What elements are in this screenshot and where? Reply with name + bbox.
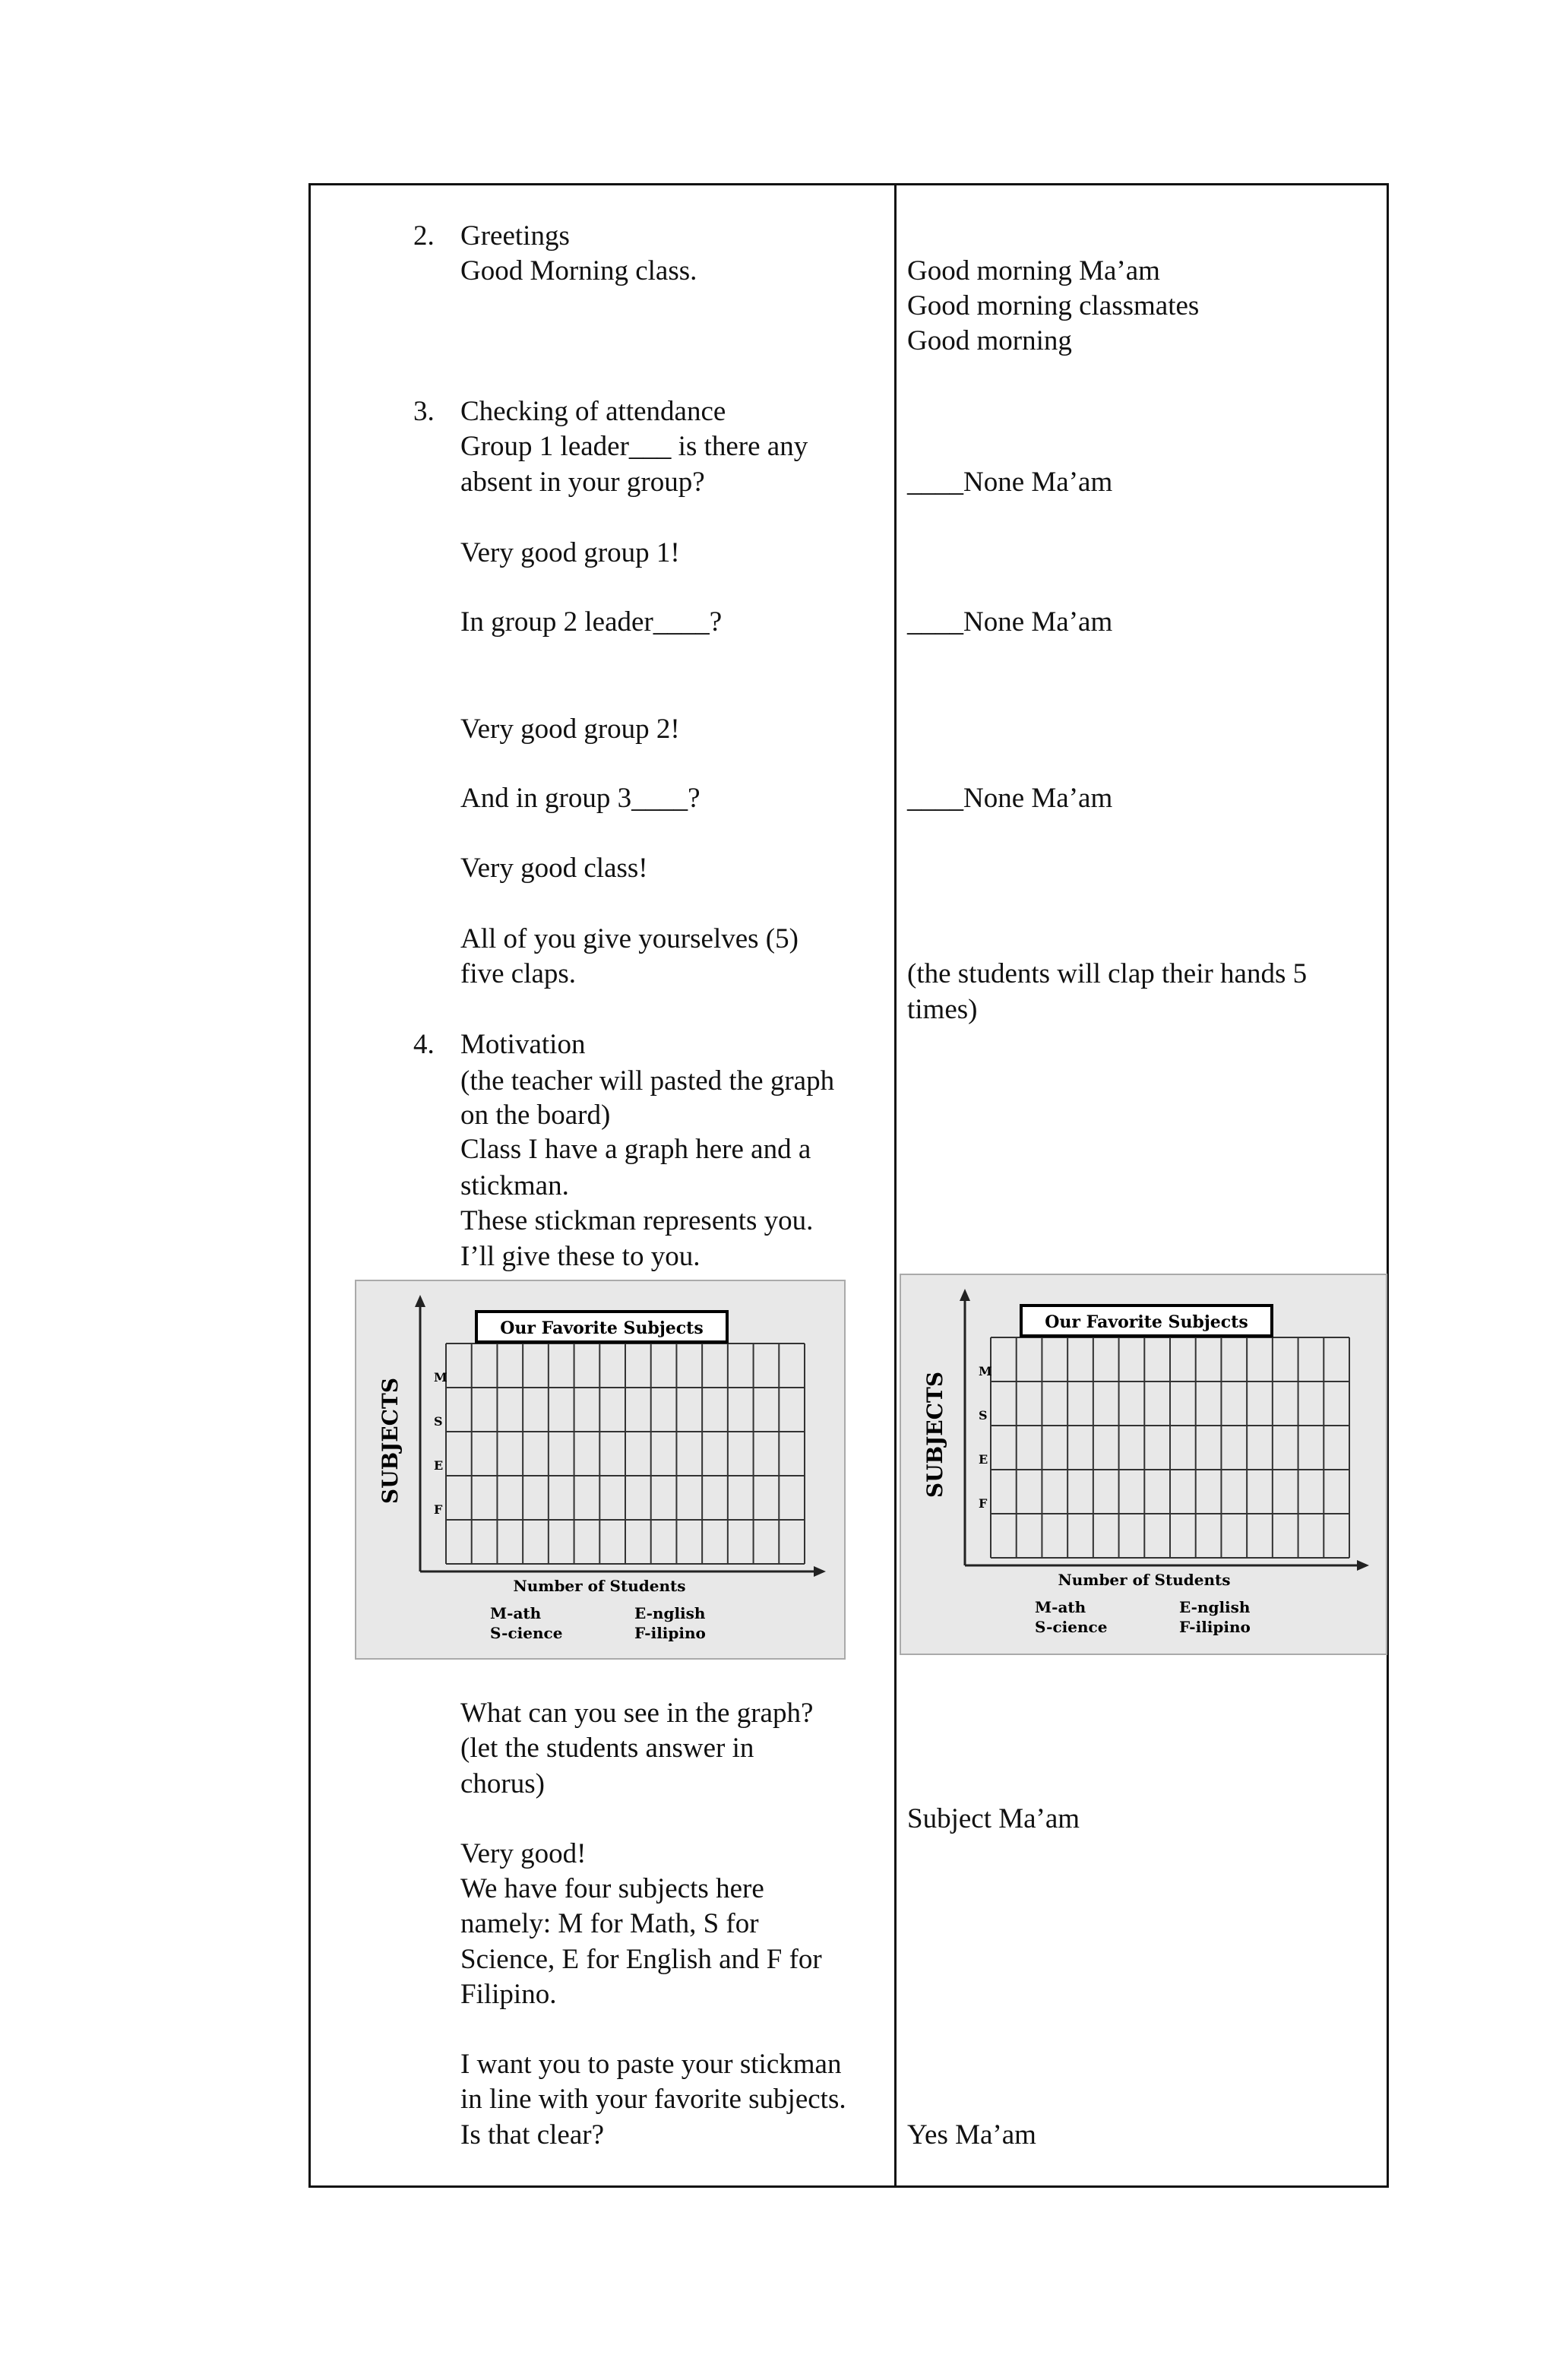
graph-grid (991, 1337, 1349, 1558)
row-label-s: S (979, 1408, 988, 1423)
student-line: Yes Ma’am (907, 2119, 1036, 2151)
y-axis-arrow (960, 1289, 970, 1301)
teacher-line: absent in your group? (460, 467, 705, 498)
teacher-line: in line with your favorite subjects. (460, 2084, 846, 2115)
row-label-f: F (434, 1502, 443, 1517)
row-label-m: M (434, 1370, 448, 1385)
x-axis-label: Number of Students (1058, 1571, 1231, 1589)
teacher-line: Is that clear? (460, 2119, 604, 2151)
graph-title: Our Favorite Subjects (500, 1318, 704, 1338)
item-number-3: 3. (413, 396, 435, 427)
row-label-s: S (434, 1414, 443, 1429)
student-line: Good morning classmates (907, 290, 1200, 321)
x-axis-arrow (1357, 1560, 1369, 1571)
teacher-line: All of you give yourselves (5) (460, 923, 799, 954)
teacher-line: These stickman represents you. (460, 1205, 814, 1236)
row-label-e: E (979, 1452, 988, 1467)
item-number-2: 2. (413, 220, 435, 252)
graph-grid (446, 1343, 805, 1564)
teacher-line: Filipino. (460, 1979, 557, 2010)
x-axis-arrow (814, 1566, 826, 1577)
teacher-line: Group 1 leader___ is there any (460, 431, 808, 462)
student-line: (the students will clap their hands 5 (907, 958, 1308, 989)
x-axis-label: Number of Students (513, 1577, 686, 1595)
teacher-line: I’ll give these to you. (460, 1241, 701, 1272)
student-line: ____None Ma’am (907, 467, 1113, 498)
teacher-line: Science, E for English and F for (460, 1944, 822, 1975)
teacher-line: Very good group 1! (460, 537, 680, 568)
teacher-line: Very good! (460, 1838, 587, 1869)
teacher-line: namely: M for Math, S for (460, 1908, 759, 1939)
item-title-greetings: Greetings (460, 220, 570, 252)
row-label-f: F (979, 1496, 988, 1511)
teacher-line: five claps. (460, 958, 577, 989)
teacher-line: on the board) (460, 1100, 611, 1131)
student-line: Subject Ma’am (907, 1803, 1080, 1834)
legend-filipino: F-ilipino (634, 1624, 706, 1642)
teacher-line: In group 2 leader____? (460, 606, 723, 638)
teacher-line: Good Morning class. (460, 255, 697, 286)
graph-title: Our Favorite Subjects (1045, 1312, 1248, 1332)
student-line: times) (907, 994, 978, 1025)
teacher-line: (the teacher will pasted the graph (460, 1065, 835, 1097)
graph-drawing (901, 1275, 1389, 1657)
student-line: ____None Ma’am (907, 606, 1113, 638)
legend-science: S-cience (1035, 1618, 1108, 1636)
legend-science: S-cience (490, 1624, 563, 1642)
teacher-line: Motivation (460, 1029, 586, 1060)
teacher-line: chorus) (460, 1768, 545, 1799)
student-line: Good morning Ma’am (907, 255, 1160, 286)
teacher-line: Class I have a graph here and a (460, 1134, 811, 1165)
graph-drawing (356, 1281, 847, 1661)
student-line: Good morning (907, 325, 1072, 356)
row-label-e: E (434, 1458, 444, 1473)
legend-math: M-ath (1035, 1598, 1086, 1616)
teacher-line: (let the students answer in (460, 1733, 754, 1764)
teacher-line: stickman. (460, 1170, 569, 1201)
teacher-line: Checking of attendance (460, 396, 726, 427)
favorite-subjects-graph (355, 1280, 846, 1660)
legend-math: M-ath (490, 1604, 542, 1622)
column-divider (894, 185, 897, 2185)
teacher-line: And in group 3____? (460, 783, 701, 814)
legend-english: E-nglish (634, 1604, 706, 1622)
row-label-m: M (979, 1364, 992, 1378)
legend-english: E-nglish (1179, 1598, 1251, 1616)
student-line: ____None Ma’am (907, 783, 1113, 814)
teacher-line: What can you see in the graph? (460, 1698, 814, 1729)
item-number-4: 4. (413, 1029, 435, 1060)
teacher-line: Very good group 2! (460, 714, 680, 745)
y-axis-arrow (415, 1295, 425, 1307)
teacher-line: We have four subjects here (460, 1873, 764, 1904)
favorite-subjects-graph-copy (900, 1274, 1387, 1655)
legend-filipino: F-ilipino (1179, 1618, 1251, 1636)
y-axis-label: SUBJECTS (378, 1377, 403, 1505)
teacher-line: I want you to paste your stickman (460, 2049, 842, 2080)
teacher-line: Very good class! (460, 853, 648, 884)
y-axis-label: SUBJECTS (922, 1371, 947, 1499)
